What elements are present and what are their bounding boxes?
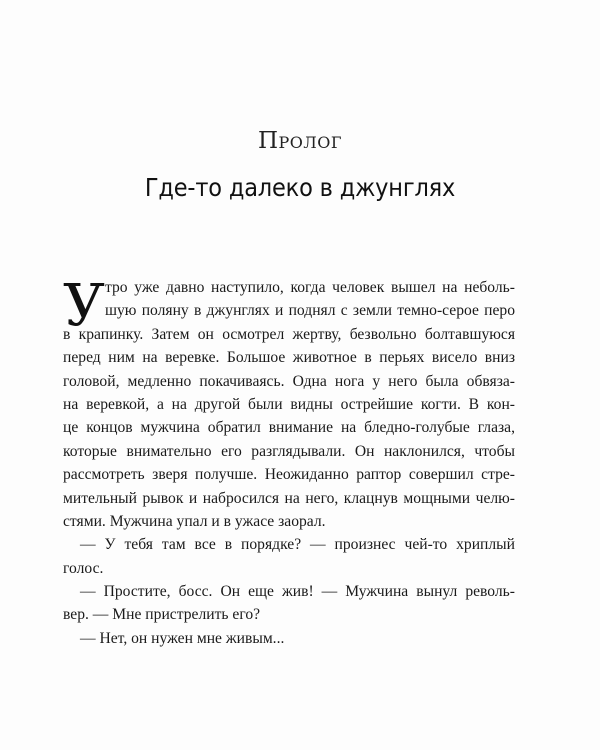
text-line: тро уже давно наступило, когда человек вышел на неболь-	[105, 279, 515, 296]
chapter-label: Пролог	[257, 128, 342, 154]
text-line: рассмотреть зверя получше. Неожиданно раптор совершил стре-	[63, 466, 515, 484]
text-line: вер. — Мне пристрелить его?	[63, 606, 261, 624]
drop-cap: У	[63, 271, 105, 339]
text-line: на веревкой, а на другой были видны острейшие когти. В кон-	[63, 395, 515, 413]
text-line: головой, медленно покачиваясь. Одна нога у него была обвяза-	[63, 372, 515, 390]
text-line: мительный рывок и набросился на него, клацнув мощными челю-	[63, 489, 515, 507]
text-line: це концов мужчина обратил внимание на бледно-голубые глаза,	[63, 419, 515, 437]
text-line: в крапинку. Затем он осмотрел жертву, безвольно болтавшуюся	[63, 325, 515, 343]
dialog-line: — У тебя там все в порядке? — произнес чей-то хриплый	[80, 536, 515, 554]
body-text	[63, 271, 515, 650]
dialog-line: — Нет, он нужен мне живым...	[80, 629, 285, 647]
text-line: перед ним на веревке. Большое животное в перьях висело вниз	[63, 349, 515, 367]
text-line: которые внимательно его разглядывали. Он наклонился, чтобы	[63, 442, 515, 460]
text-line: голос.	[63, 559, 104, 577]
text-line: стями. Мужчина упал и в ужасе заорал.	[63, 512, 326, 530]
chapter-title: Где-то далеко в джунглях	[144, 173, 456, 202]
dialog-line: — Простите, босс. Он еще жив! — Мужчина вынул револь-	[80, 583, 515, 601]
text-line: шую поляну в джунглях и поднял с земли темно-серое перо	[105, 302, 515, 320]
